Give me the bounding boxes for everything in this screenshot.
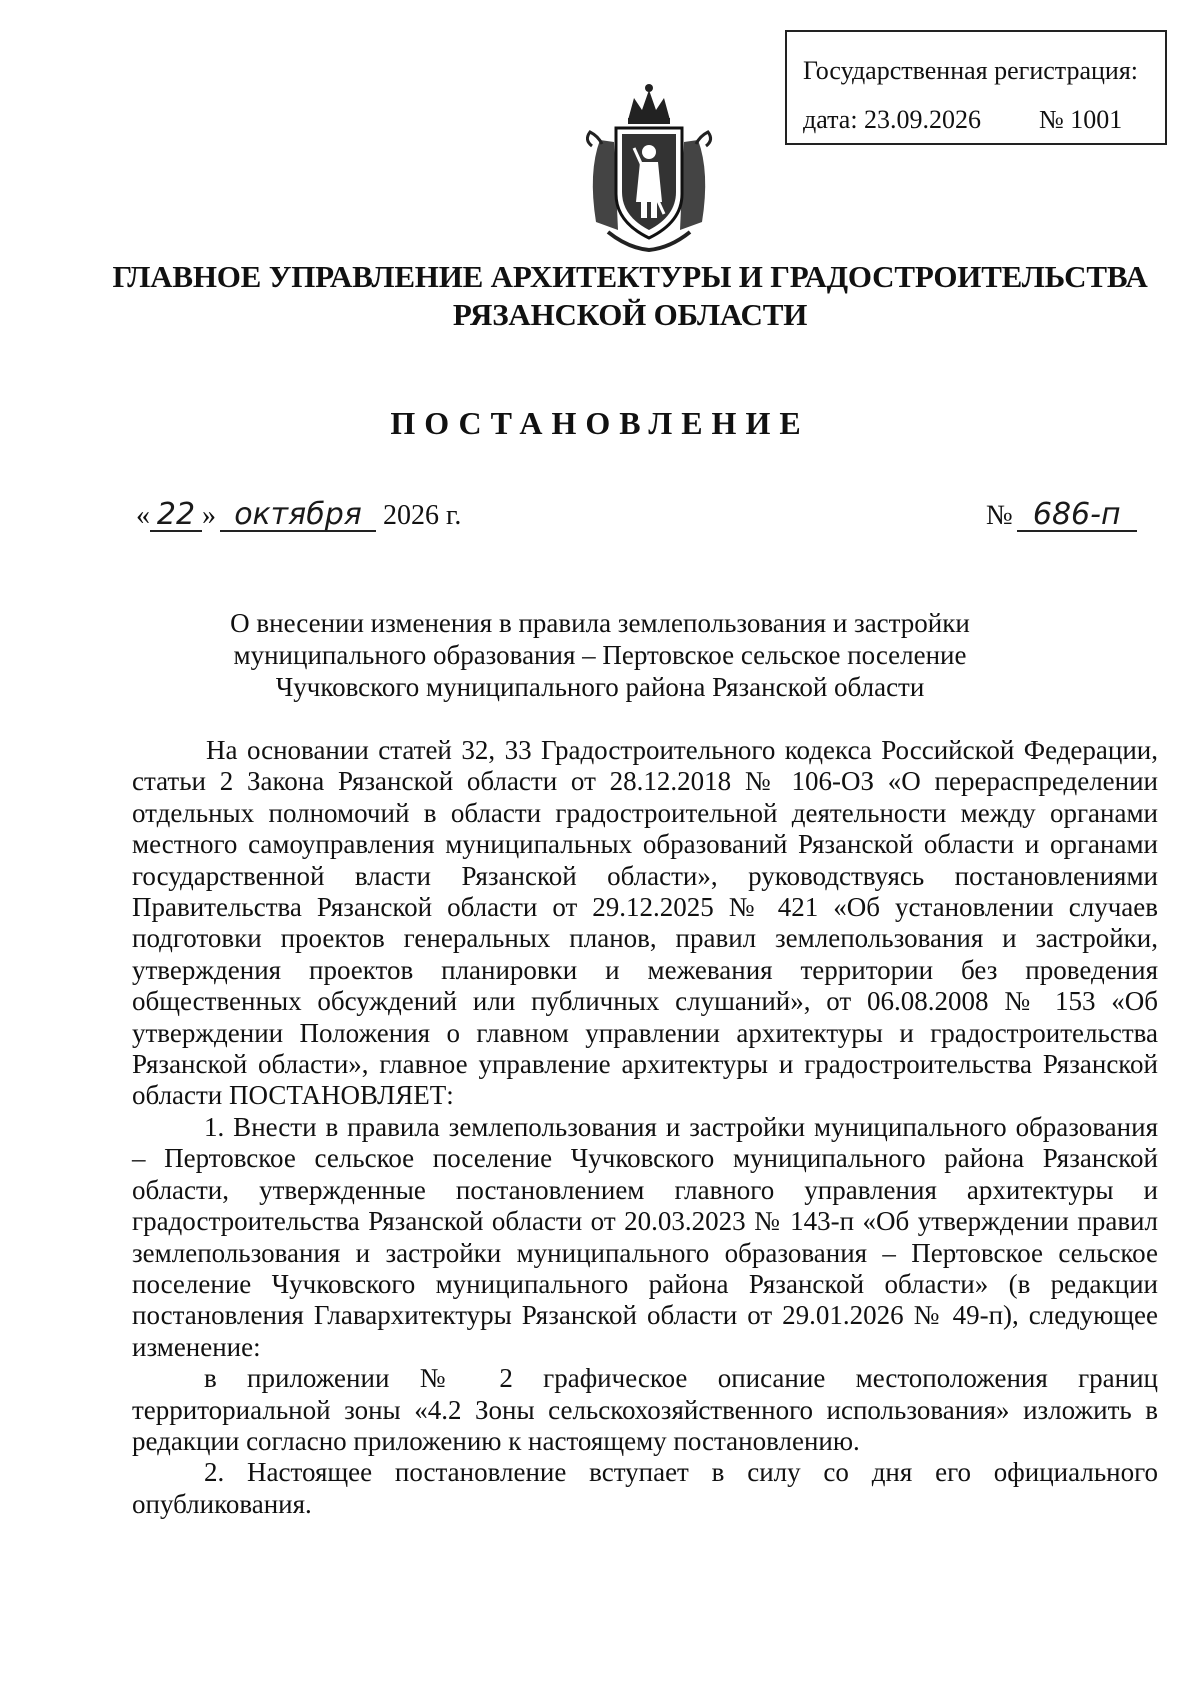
preamble-paragraph: На основании статей 32, 33 Градостроительного кодекса Российской Федерации, статьи 2 Закона Рязанской области от 28.12.2018 № 106-ОЗ «О перераспределении отдельных полномочий в области градостроительной деятельности между органами местного самоуправления муниципальных образований Рязанской области и органами государственной власти Рязанской области», руководствуясь постановлениями Правительства Рязанской области от 29.12.2025 № 421 «Об установлении случаев подготовки проектов генеральных планов, правил землепользования и застройки, утверждения проектов планировки и межевания территории без проведения общественных обсуждений или публичных слушаний», от 06.08.2008 № 153 «Об утверждении Положения о главном управлении архитектуры и градостроительства Рязанской области», главное управление архитектуры и градостроительства Рязанской области ПОСТАНОВЛЯЕТ: [132, 735, 1158, 1111]
date-day: 22 [150, 500, 202, 532]
document-body [132, 735, 1158, 1520]
registration-title: Государственная регистрация: [803, 56, 1139, 85]
document-number [986, 497, 1137, 532]
organization-name [100, 258, 1160, 334]
item-2-paragraph: 2. Настоящее постановление вступает в силу со дня его официального опубликования. [132, 1457, 1158, 1519]
number-prefix: № [986, 500, 1013, 531]
registration-stamp [785, 30, 1167, 145]
subject-line2: муниципального образования – Пертовское сельское поселение [233, 640, 967, 670]
document-subject [150, 607, 1050, 703]
organization-name-line1: ГЛАВНОЕ УПРАВЛЕНИЕ АРХИТЕКТУРЫ И ГРАДОСТРОИТЕЛЬСТВА [112, 259, 1148, 294]
date-year: 2026 г. [383, 500, 462, 531]
item-1-paragraph: 1. Внести в правила землепользования и застройки муниципального образования – Пертовское сельское поселение Чучковского муниципального района Рязанской области, утвержденные постановлением главного управления архитектуры и градостроительства Рязанской области от 20.03.2023 № 143-п «Об утверждении правил землепользования и застройки муниципального образования – Пертовское сельское поселение Чучковского муниципального района Рязанской области» (в редакции постановления Главархитектуры Рязанской области от 29.01.2026 № 49-п), следующее изменение: [132, 1111, 1158, 1362]
date-month: октября [220, 500, 376, 532]
document-type: ПОСТАНОВЛЕНИЕ [390, 405, 810, 441]
coat-of-arms-icon [578, 82, 720, 252]
organization-name-line2: РЯЗАНСКОЙ ОБЛАСТИ [452, 297, 808, 332]
document-date [136, 497, 462, 532]
item-1-detail-paragraph: в приложении № 2 графическое описание местоположения границ территориальной зоны «4.2 Зоны сельскохозяйственного использования» изложить в редакции согласно приложению к настоящему постановлению. [132, 1363, 1158, 1456]
subject-line1: О внесении изменения в правила землепользования и застройки [230, 608, 970, 638]
registration-number: № 1001 [1039, 105, 1123, 134]
date-open-quote: « [136, 500, 150, 531]
number-value: 686-п [1017, 500, 1137, 532]
subject-line3: Чучковского муниципального района Рязанской области [275, 672, 925, 702]
registration-date: дата: 23.09.2026 [803, 105, 982, 134]
date-close-quote: » [202, 500, 216, 531]
